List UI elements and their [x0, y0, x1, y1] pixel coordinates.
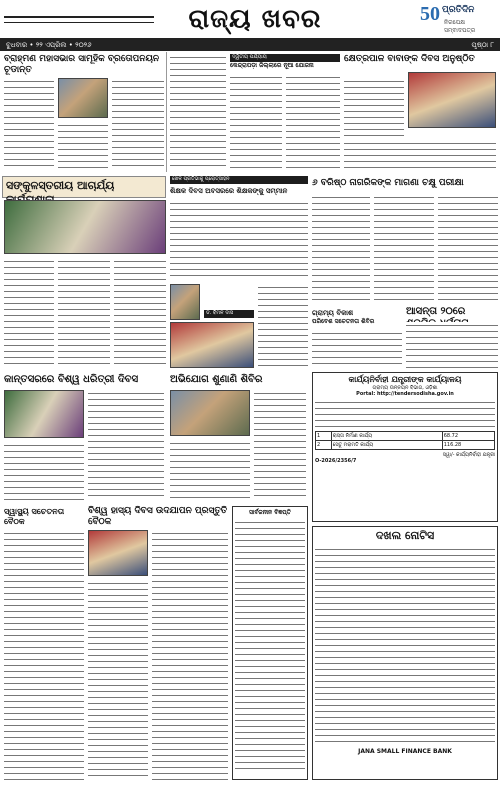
logo-name: ପ୍ରତିଦିନ	[442, 5, 475, 15]
tender-ref: O-2026/2356/7	[315, 458, 357, 464]
page-title: ରାଜ୍ୟ ଖବର	[188, 4, 322, 34]
article-photo	[170, 390, 250, 436]
person-caption: ଡ. ବିମଳ ଦାସ	[204, 310, 254, 318]
notice-title: ଦଖଲ ନୋଟିସ	[375, 529, 435, 542]
article-body	[170, 440, 250, 500]
article-body	[88, 580, 148, 780]
table-cell: 2	[316, 441, 332, 450]
person-photo	[170, 284, 200, 320]
table-cell: ସେତୁ ମରାମତି କାର୍ଯ୍ୟ	[331, 441, 442, 450]
article-body	[286, 74, 340, 170]
article-body	[4, 530, 84, 780]
article-photo	[408, 72, 496, 128]
article-body	[406, 322, 498, 368]
pattern-icon	[4, 6, 154, 32]
column-divider	[166, 52, 167, 172]
article-body	[170, 54, 226, 168]
tender-portal[interactable]: Portal: http://tendersodisha.gov.in	[356, 391, 454, 397]
article-photo	[88, 530, 148, 576]
article-body	[254, 390, 306, 500]
logo-number: 50	[420, 3, 440, 25]
article-headline[interactable]: ସ୍ୱାସ୍ଥ୍ୟ ସଚେତନତା ବୈଠକ	[4, 506, 65, 526]
article-body	[4, 442, 84, 500]
tender-subtitle: ଗ୍ରାମ୍ୟ ଉନ୍ନୟନ ବିଭାଗ, ଓଡ଼ିଶା	[372, 385, 438, 391]
article-headline[interactable]: ବ୍ରାହ୍ମଣ ମହାସଭାର ସାମୂହିକ ବ୍ରତୋପନୟନ ଚୂଡାନ୍ତ	[4, 54, 160, 75]
article-body	[230, 74, 282, 170]
article-body	[88, 390, 164, 500]
tender-title: କାର୍ଯ୍ୟନିର୍ବାହୀ ଯନ୍ତ୍ରୀଙ୍କ କାର୍ଯ୍ୟାଳୟ	[348, 375, 462, 384]
article-body	[438, 194, 498, 304]
article-photo	[170, 322, 254, 368]
notice-bank: JANA SMALL FINANCE BANK	[358, 748, 452, 755]
article-body	[58, 122, 108, 170]
article-headline[interactable]: ସଙ୍କୁଳସ୍ତରୀୟ ଆଚାର୍ଯ୍ୟ	[6, 179, 115, 192]
masthead	[0, 0, 500, 40]
logo-subtitle: ନିରପେକ୍ଷ ସମ୍ବାଦପତ୍ର	[444, 19, 476, 34]
article-headline[interactable]: ଆସନ୍ତା ୨୦ରେ	[406, 306, 466, 317]
article-body	[4, 78, 54, 170]
article-body	[374, 194, 434, 304]
ad-title: ସାର୍ବଜନୀନ ବିଜ୍ଞପ୍ତି	[249, 509, 291, 516]
article-body	[4, 258, 54, 368]
table-cell: 116.28	[442, 441, 494, 450]
date-text: ବୁଧବାର • ୨୨ ଏପ୍ରିଲ • ୨୦୨୬	[6, 41, 92, 49]
article-body	[170, 200, 308, 280]
public-notice-ad	[232, 506, 308, 780]
dateline	[0, 40, 500, 51]
article-body	[312, 194, 370, 304]
article-kicker: ଦ୍ୱିତୀୟ ପର୍ଯ୍ୟାୟ	[230, 54, 340, 62]
article-headline[interactable]: ବିଶ୍ୱ ହାସ୍ୟ ଦିବସ ଉଦଯାପନ ପ୍ରସ୍ତୁତି ବୈଠକ	[88, 506, 228, 527]
article-headline[interactable]: କେନ୍ଦ୍ରାପଡ଼ା ଜିଲ୍ଲାରେ ନୂଆ ଯୋଜନା	[230, 62, 314, 69]
table-row	[316, 441, 495, 450]
article-body	[112, 78, 164, 170]
table-cell: 1	[316, 432, 332, 441]
newspaper-logo[interactable]	[420, 3, 496, 33]
article-photo	[58, 78, 108, 118]
article-kicker: ଖେଳ ପ୍ରତିଭାକୁ ପ୍ରୋତ୍ସାହନ	[170, 176, 308, 184]
table-row	[316, 432, 495, 441]
article-photo	[4, 390, 84, 438]
article-headline[interactable]: କାନ୍ତସରରେ ବିଶ୍ୱ ଧରିତ୍ରୀ ଦିବସ	[4, 374, 139, 385]
article-body	[114, 258, 166, 368]
article-body	[344, 78, 404, 138]
possession-notice	[312, 526, 498, 780]
tender-table	[315, 431, 495, 450]
ad-body	[235, 519, 305, 771]
tender-body	[315, 399, 495, 429]
masthead-ornament	[4, 6, 154, 32]
article-headline[interactable]: ୬ ବରିଷ୍ଠ ନାଗରିକଙ୍କ ମାଗଣା ଚକ୍ଷୁ ପରୀକ୍ଷା	[312, 178, 464, 188]
article-body	[58, 258, 110, 368]
article-body	[344, 140, 496, 170]
table-cell: ରାସ୍ତା ନିର୍ମାଣ କାର୍ଯ୍ୟ	[331, 432, 442, 441]
page-number: ପୃଷ୍ଠା ୮	[471, 41, 494, 49]
article-body	[258, 284, 308, 368]
article-photo	[4, 200, 166, 254]
article-headline[interactable]: ଶିକ୍ଷକ ଦିବସ ଅବସରରେ ଶିକ୍ଷକଙ୍କୁ ସମ୍ମାନ	[170, 186, 288, 195]
article-headline[interactable]: ଅଭିଯୋଗ ଶୁଣାଣି ଶିବିର	[170, 374, 263, 385]
tender-notice	[312, 372, 498, 522]
article-body	[152, 530, 228, 780]
table-cell: 68.72	[442, 432, 494, 441]
article-headline[interactable]: କ୍ଷେତ୍ରପାଳ ବାବାଙ୍କ ଦିବସ ଅନୁଷ୍ଠିତ	[344, 54, 475, 64]
article-headline[interactable]: ଗ୍ରାମ୍ୟ ବିକାଶ	[312, 308, 354, 317]
notice-body	[315, 546, 495, 746]
article-body	[312, 330, 402, 368]
tender-footer: ସ୍ୱା/- କାର୍ଯ୍ୟନିର୍ବାହୀ ଯନ୍ତ୍ରୀ	[442, 452, 495, 458]
article-headline[interactable]: ପରିବେଶ ସଚେତନତା ଶିବିର	[312, 318, 375, 325]
